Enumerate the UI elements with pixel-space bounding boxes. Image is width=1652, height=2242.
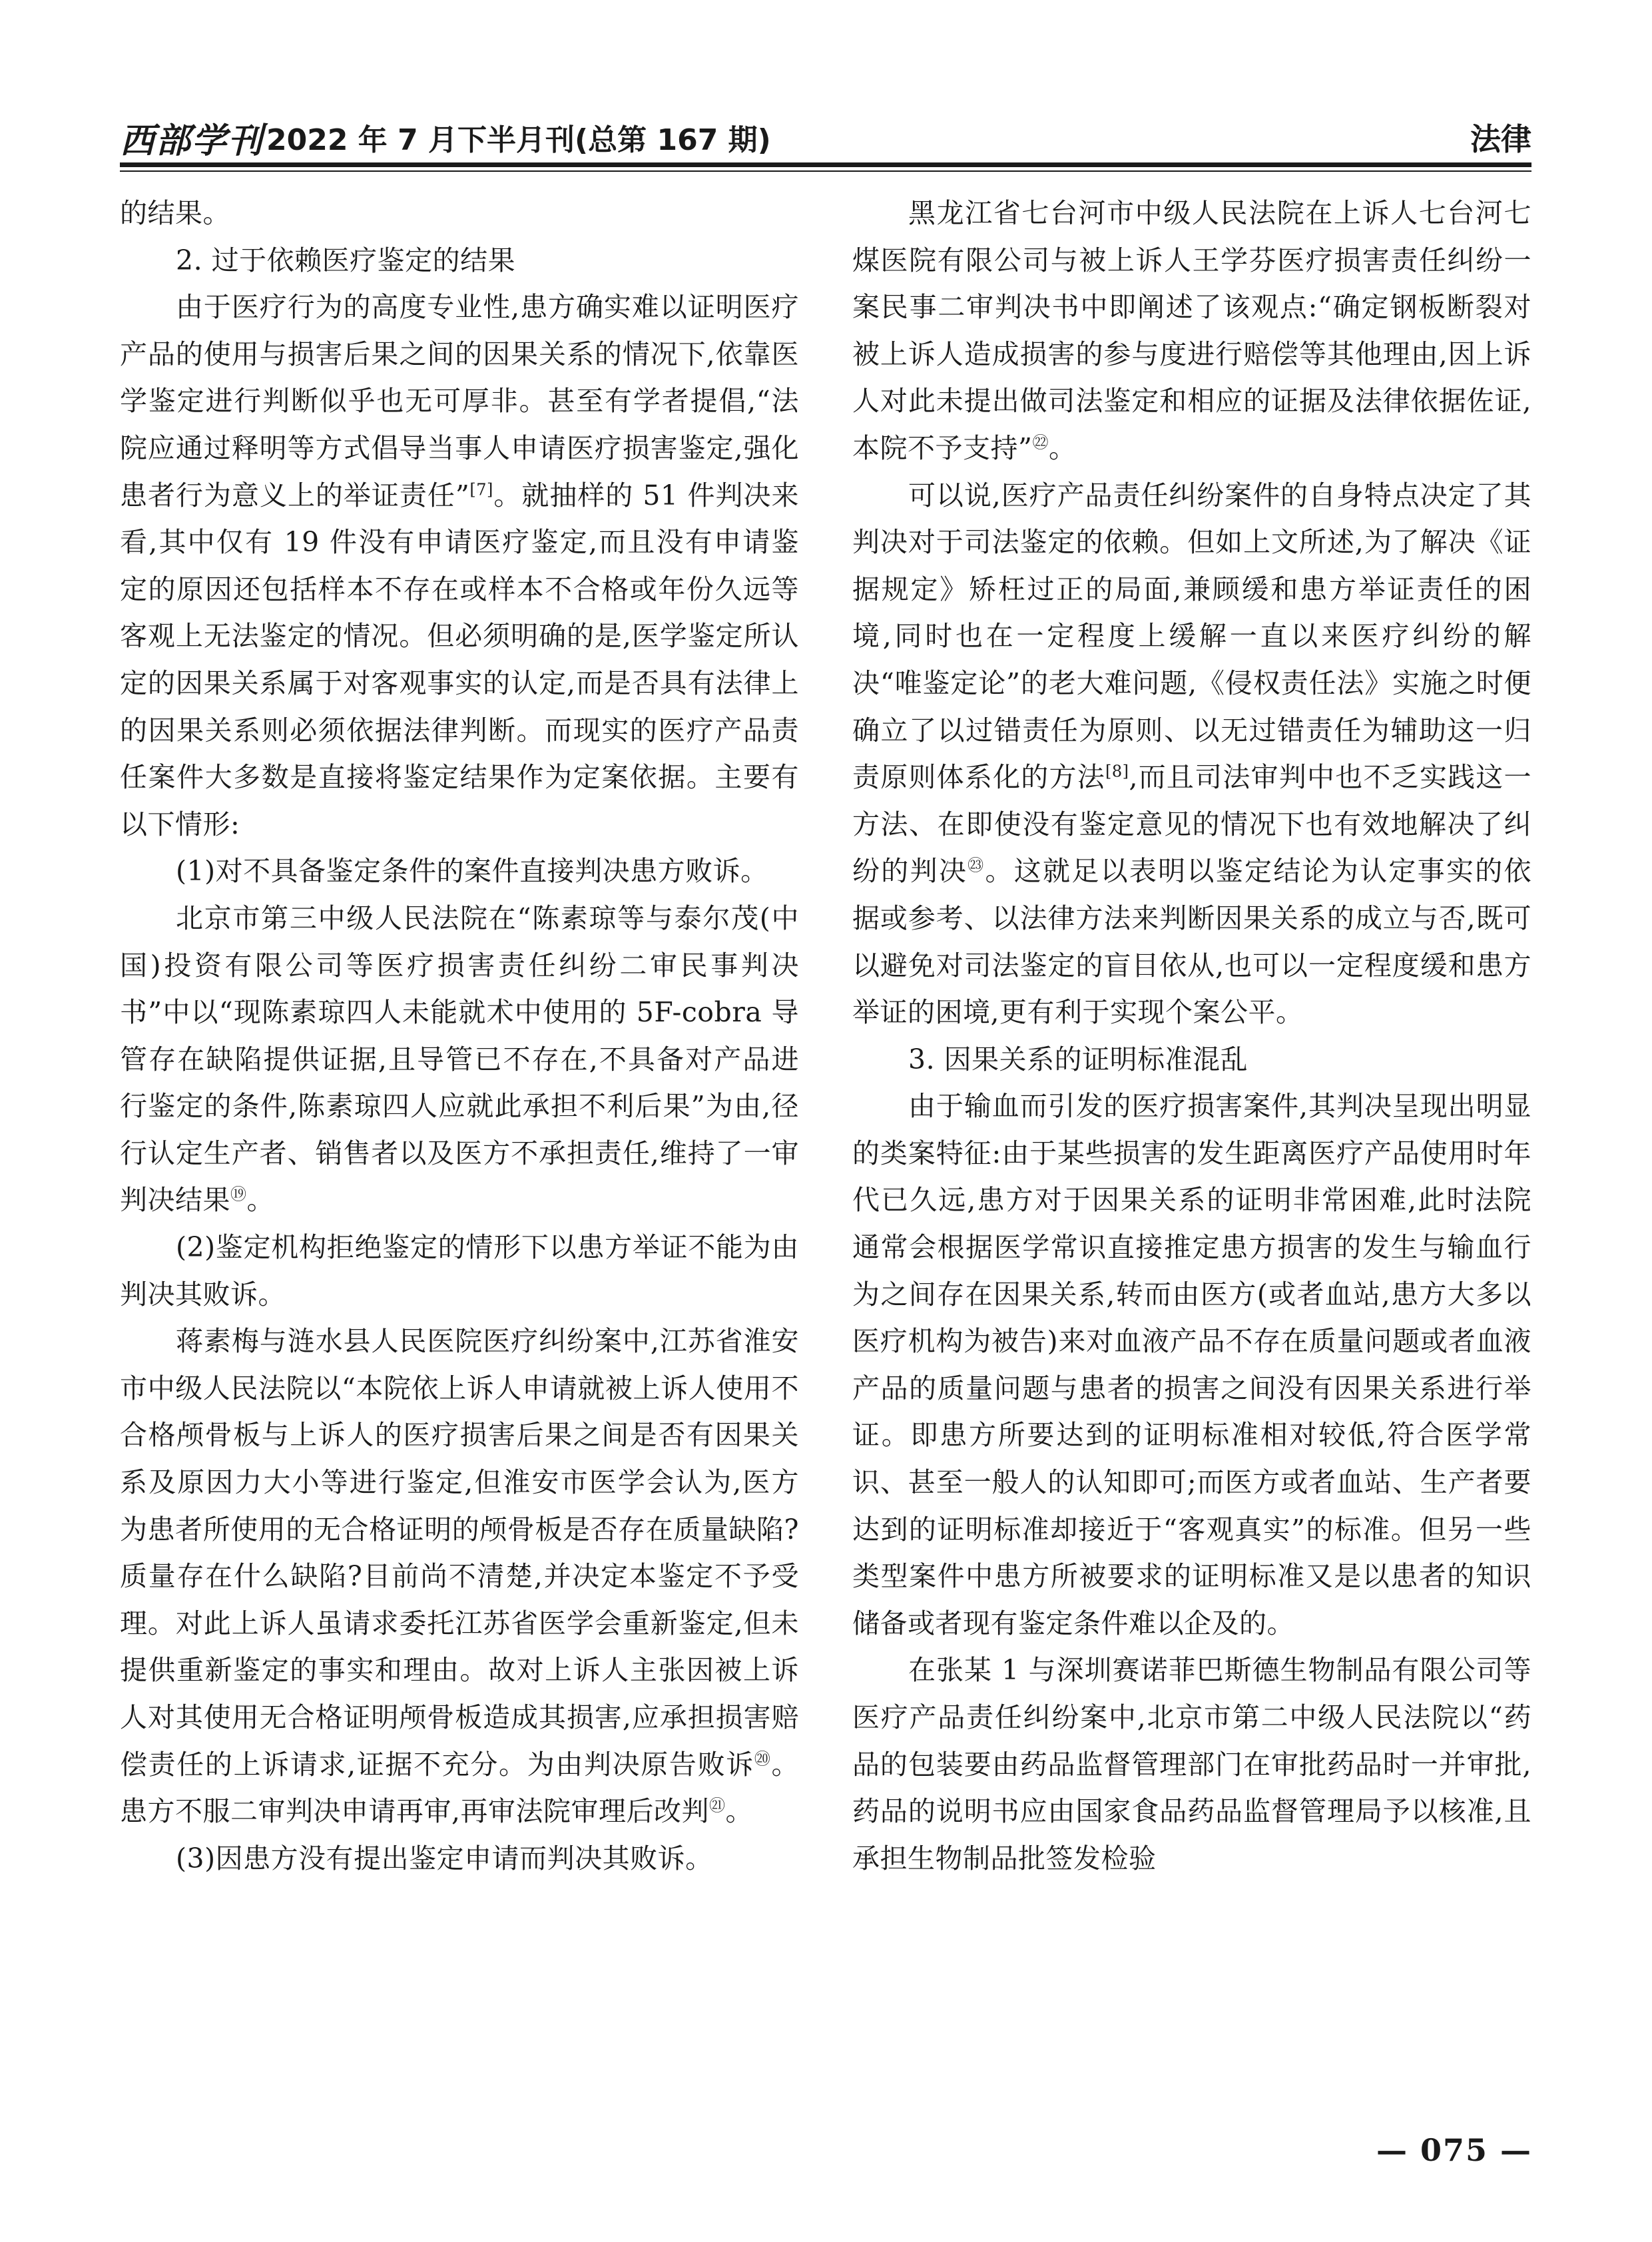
paragraph: 由于输血而引发的医疗损害案件,其判决呈现出明显的类案特征:由于某些损害的发生距离医疗产品使用时年代已久远,患方对于因果关系的证明非常困难,此时法院通常会根据医学常识直接推定患方损害的发生与输血行为之间存在因果关系,转而由医方(或者血站,患方大多以医疗机构为被告)来对血液产品不存在质量问题或者血液产品的质量问题与患者的损害之间没有因果关系进行举证。即患方所要达到的证明标准相对较低,符合医学常识、甚至一般人的认知即可;而医方或者血站、生产者要达到的证明标准却接近于“客观真实”的标准。但另一些类型案件中患方所被要求的证明标准又是以患者的知识储备或者现有鉴定条件难以企及的。 <box>852 1090 1531 1639</box>
footnote-ref: ⑲ <box>230 1185 247 1204</box>
running-header <box>120 113 1531 160</box>
header-rule-thin <box>120 170 1531 172</box>
footnote-ref: ⑳ <box>754 1749 772 1768</box>
citation-ref: [8] <box>1105 762 1129 781</box>
header-rule-thick <box>120 162 1531 167</box>
page-number: — 075 — <box>1376 2132 1532 2168</box>
list-item: (3)因患方没有提出鉴定申请而判决其败诉。 <box>176 1842 713 1874</box>
paragraph: 的结果。 <box>120 197 230 229</box>
paragraph: 北京市第三中级人民法院在“陈素琼等与泰尔茂(中国)投资有限公司等医疗损害责任纠纷二审民事判决书”中以“现陈素琼四人未能就术中使用的 5F-cobra 导管存在缺陷提供证据,且导管已不存在,不具备对产品进行鉴定的条件,陈素琼四人应就此承担不利后果”为由,径行认定生产者、销售者以及医方不承担责任,维持了一审判决结果⑲。 <box>120 902 799 1217</box>
right-column <box>852 190 1531 1882</box>
subheading: 2. 过于依赖医疗鉴定的结果 <box>176 244 516 276</box>
left-column <box>120 190 799 1882</box>
footnote-ref: ㉓ <box>967 856 985 875</box>
subheading: 3. 因果关系的证明标准混乱 <box>908 1043 1248 1075</box>
list-item: (1)对不具备鉴定条件的案件直接判决患方败诉。 <box>176 855 768 888</box>
footnote-ref: ㉒ <box>1032 433 1049 452</box>
journal-logo: 西部学刊 <box>120 120 264 161</box>
issue-info: 2022 年 7 月下半月刊(总第 167 期) <box>266 123 771 157</box>
footnote-ref: ㉑ <box>709 1796 726 1815</box>
paragraph: 黑龙江省七台河市中级人民法院在上诉人七台河七煤医院有限公司与被上诉人王学芬医疗损害责任纠纷一案民事二审判决书中即阐述了该观点:“确定钢板断裂对被上诉人造成损害的参与度进行赔偿等其他理由,因上诉人对此未提出做司法鉴定和相应的证据及法律依据佐证,本院不予支持”$^㉒$。 <box>852 197 1531 464</box>
paragraph: 蒋素梅与涟水县人民医院医疗纠纷案中,江苏省淮安市中级人民法院以“本院依上诉人申请就被上诉人使用不合格颅骨板与上诉人的医疗损害后果之间是否有因果关系及原因力大小等进行鉴定,但淮安市医学会认为,医方为患者所使用的无合格证明的颅骨板是否存在质量缺陷?质量存在什么缺陷?目前尚不清楚,并决定本鉴定不予受理。对此上诉人虽请求委托江苏省医学会重新鉴定,但未提供重新鉴定的事实和理由。故对上诉人主张因被上诉人对其使用无合格证明颅骨板造成其损害,应承担损害赔偿责任的上诉请求,证据不充分。为由判决原告败诉⑳。患方不服二审判决申请再审,再审法院审理后改判$^㉑$。 <box>120 1325 800 1828</box>
paragraph: 由于医疗行为的高度专业性,患方确实难以证明医疗产品的使用与损害后果之间的因果关系的情况下,依靠医学鉴定进行判断似乎也无可厚非。甚至有学者提倡,“法院应通过释明等方式倡导当事人申请医疗损害鉴定,强化患者行为意义上的举证责任”[7]。就抽样的 51 件判决来看,其中仅有 19 件没有申请医疗鉴定,而且没有申请鉴定的原因还包括样本不存在或样本不合格或年份久远等客观上无法鉴定的情况。但必须明确的是,医学鉴定所认定的因果关系属于对客观事实的认定,而是否具有法律上的因果关系则必须依据法律判断。而现实的医疗产品责任案件大多数是直接将鉴定结果作为定案依据。主要有以下情形: <box>120 291 799 840</box>
citation-ref: [7] <box>469 479 493 499</box>
header-left <box>120 117 771 161</box>
paragraph: 在张某 1 与深圳赛诺菲巴斯德生物制品有限公司等医疗产品责任纠纷案中,北京市第二中级人民法院以“药品的包装要由药品监督管理部门在审批药品时一并审批,药品的说明书应由国家食品药品监督管理局予以核准,且承担生物制品批签发检验 <box>852 1654 1531 1874</box>
section-label: 法律 <box>1470 121 1531 157</box>
list-item: (2)鉴定机构拒绝鉴定的情形下以患方举证不能为由判决其败诉。 <box>120 1231 799 1310</box>
paragraph: 可以说,医疗产品责任纠纷案件的自身特点决定了其判决对于司法鉴定的依赖。但如上文所述,为了解决《证据规定》矫枉过正的局面,兼顾缓和患方举证责任的困境,同时也在一定程度上缓解一直以来医疗纠纷的解决“唯鉴定论”的老大难问题,《侵权责任法》实施之时便确立了以过错责任为原则、以无过错责任为辅助这一归责原则体系化的方法[8],而且司法审判中也不乏实践这一方法、在即使没有鉴定意见的情况下也有效地解决了纠纷的判决$^㉓$。这就足以表明以鉴定结论为认定事实的依据或参考、以法律方法来判断因果关系的成立与否,既可以避免对司法鉴定的盲目依从,也可以一定程度缓和患方举证的困境,更有利于实现个案公平。 <box>852 479 1532 1029</box>
